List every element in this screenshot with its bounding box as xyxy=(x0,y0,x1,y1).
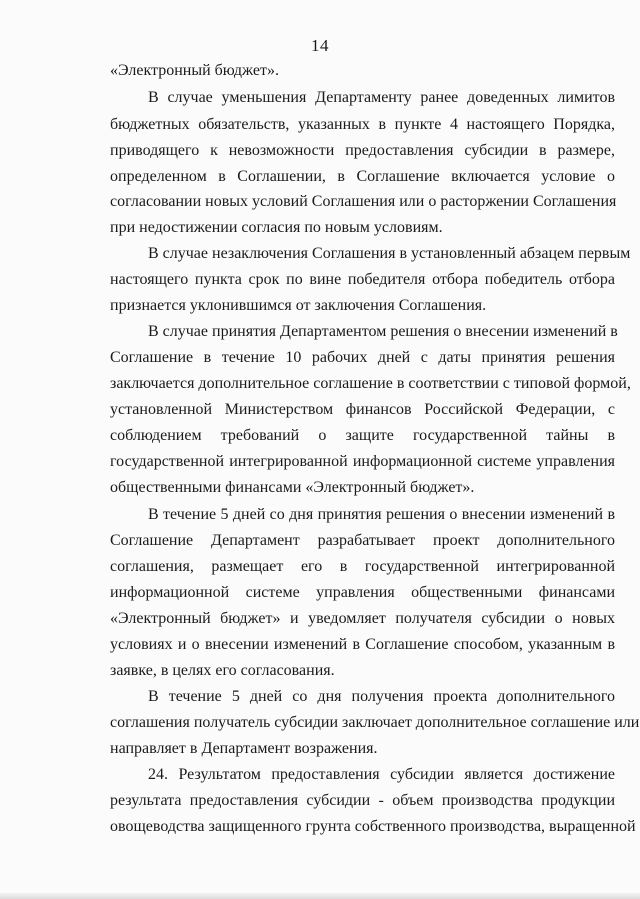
text-line: согласовании новых условий Соглашения или о расторжении Соглашения xyxy=(110,193,617,210)
text-line: заключается дополнительное соглашение в соответствии с типовой формой, xyxy=(110,375,631,392)
text-line: соглашения получатель субсидии заключает дополнительное соглашение или xyxy=(110,714,640,731)
paragraph-first-line: В течение 5 дней со дня получения проекта дополнительного xyxy=(148,688,615,705)
text-line: Соглашение в течение 10 рабочих дней с даты принятия решения xyxy=(110,349,615,366)
paragraph-first-line: В случае принятия Департаментом решения о внесении изменений в xyxy=(148,323,618,340)
text-line: установленной Министерством финансов Российской Федерации, с xyxy=(110,401,615,418)
text-line: заявке, в целях его согласования. xyxy=(110,662,335,679)
text-line: при недостижении согласия по новым условиям. xyxy=(110,219,443,236)
paragraph-first-line: В случае уменьшения Департаменту ранее доведенных лимитов xyxy=(148,89,615,106)
text-line: информационной системе управления общественными финансами xyxy=(110,584,615,601)
text-line: настоящего пункта срок по вине победителя отбора победитель отбора xyxy=(110,271,615,288)
text-line: признается уклонившимся от заключения Соглашения. xyxy=(110,297,487,314)
text-line: результата предоставления субсидии - объем производства продукции xyxy=(110,792,615,809)
text-line: государственной интегрированной информационной системе управления xyxy=(110,453,615,470)
text-line: направляет в Департамент возражения. xyxy=(110,740,378,757)
paragraph-first-line: 24. Результатом предоставления субсидии является достижение xyxy=(148,766,615,783)
text-line: Соглашение Департамент разрабатывает проект дополнительного xyxy=(110,532,615,549)
text-line: соглашения, размещает его в государственной интегрированной xyxy=(110,558,615,575)
text-line: «Электронный бюджет». xyxy=(110,62,279,79)
page-number: 14 xyxy=(311,36,329,55)
paragraph-first-line: В случае незаключения Соглашения в установленный абзацем первым xyxy=(148,245,631,262)
text-line: приводящего к невозможности предоставления субсидии в размере, xyxy=(110,142,615,159)
paragraph-first-line: В течение 5 дней со дня принятия решения о внесении изменений в xyxy=(148,506,615,523)
text-line: условиях и о внесении изменений в Соглашение способом, указанным в xyxy=(110,636,615,653)
page-bottom-edge xyxy=(0,893,640,899)
text-line: бюджетных обязательств, указанных в пункте 4 настоящего Порядка, xyxy=(110,116,615,133)
text-line: определенном в Соглашении, в Соглашение включается условие о xyxy=(110,168,615,185)
text-line: «Электронный бюджет» и уведомляет получателя субсидии о новых xyxy=(110,610,615,627)
text-line: соблюдением требований о защите государственной тайны в xyxy=(110,427,615,444)
text-line: общественными финансами «Электронный бюджет». xyxy=(110,479,475,496)
text-line: овощеводства защищенного грунта собственного производства, выращенной xyxy=(110,818,636,835)
